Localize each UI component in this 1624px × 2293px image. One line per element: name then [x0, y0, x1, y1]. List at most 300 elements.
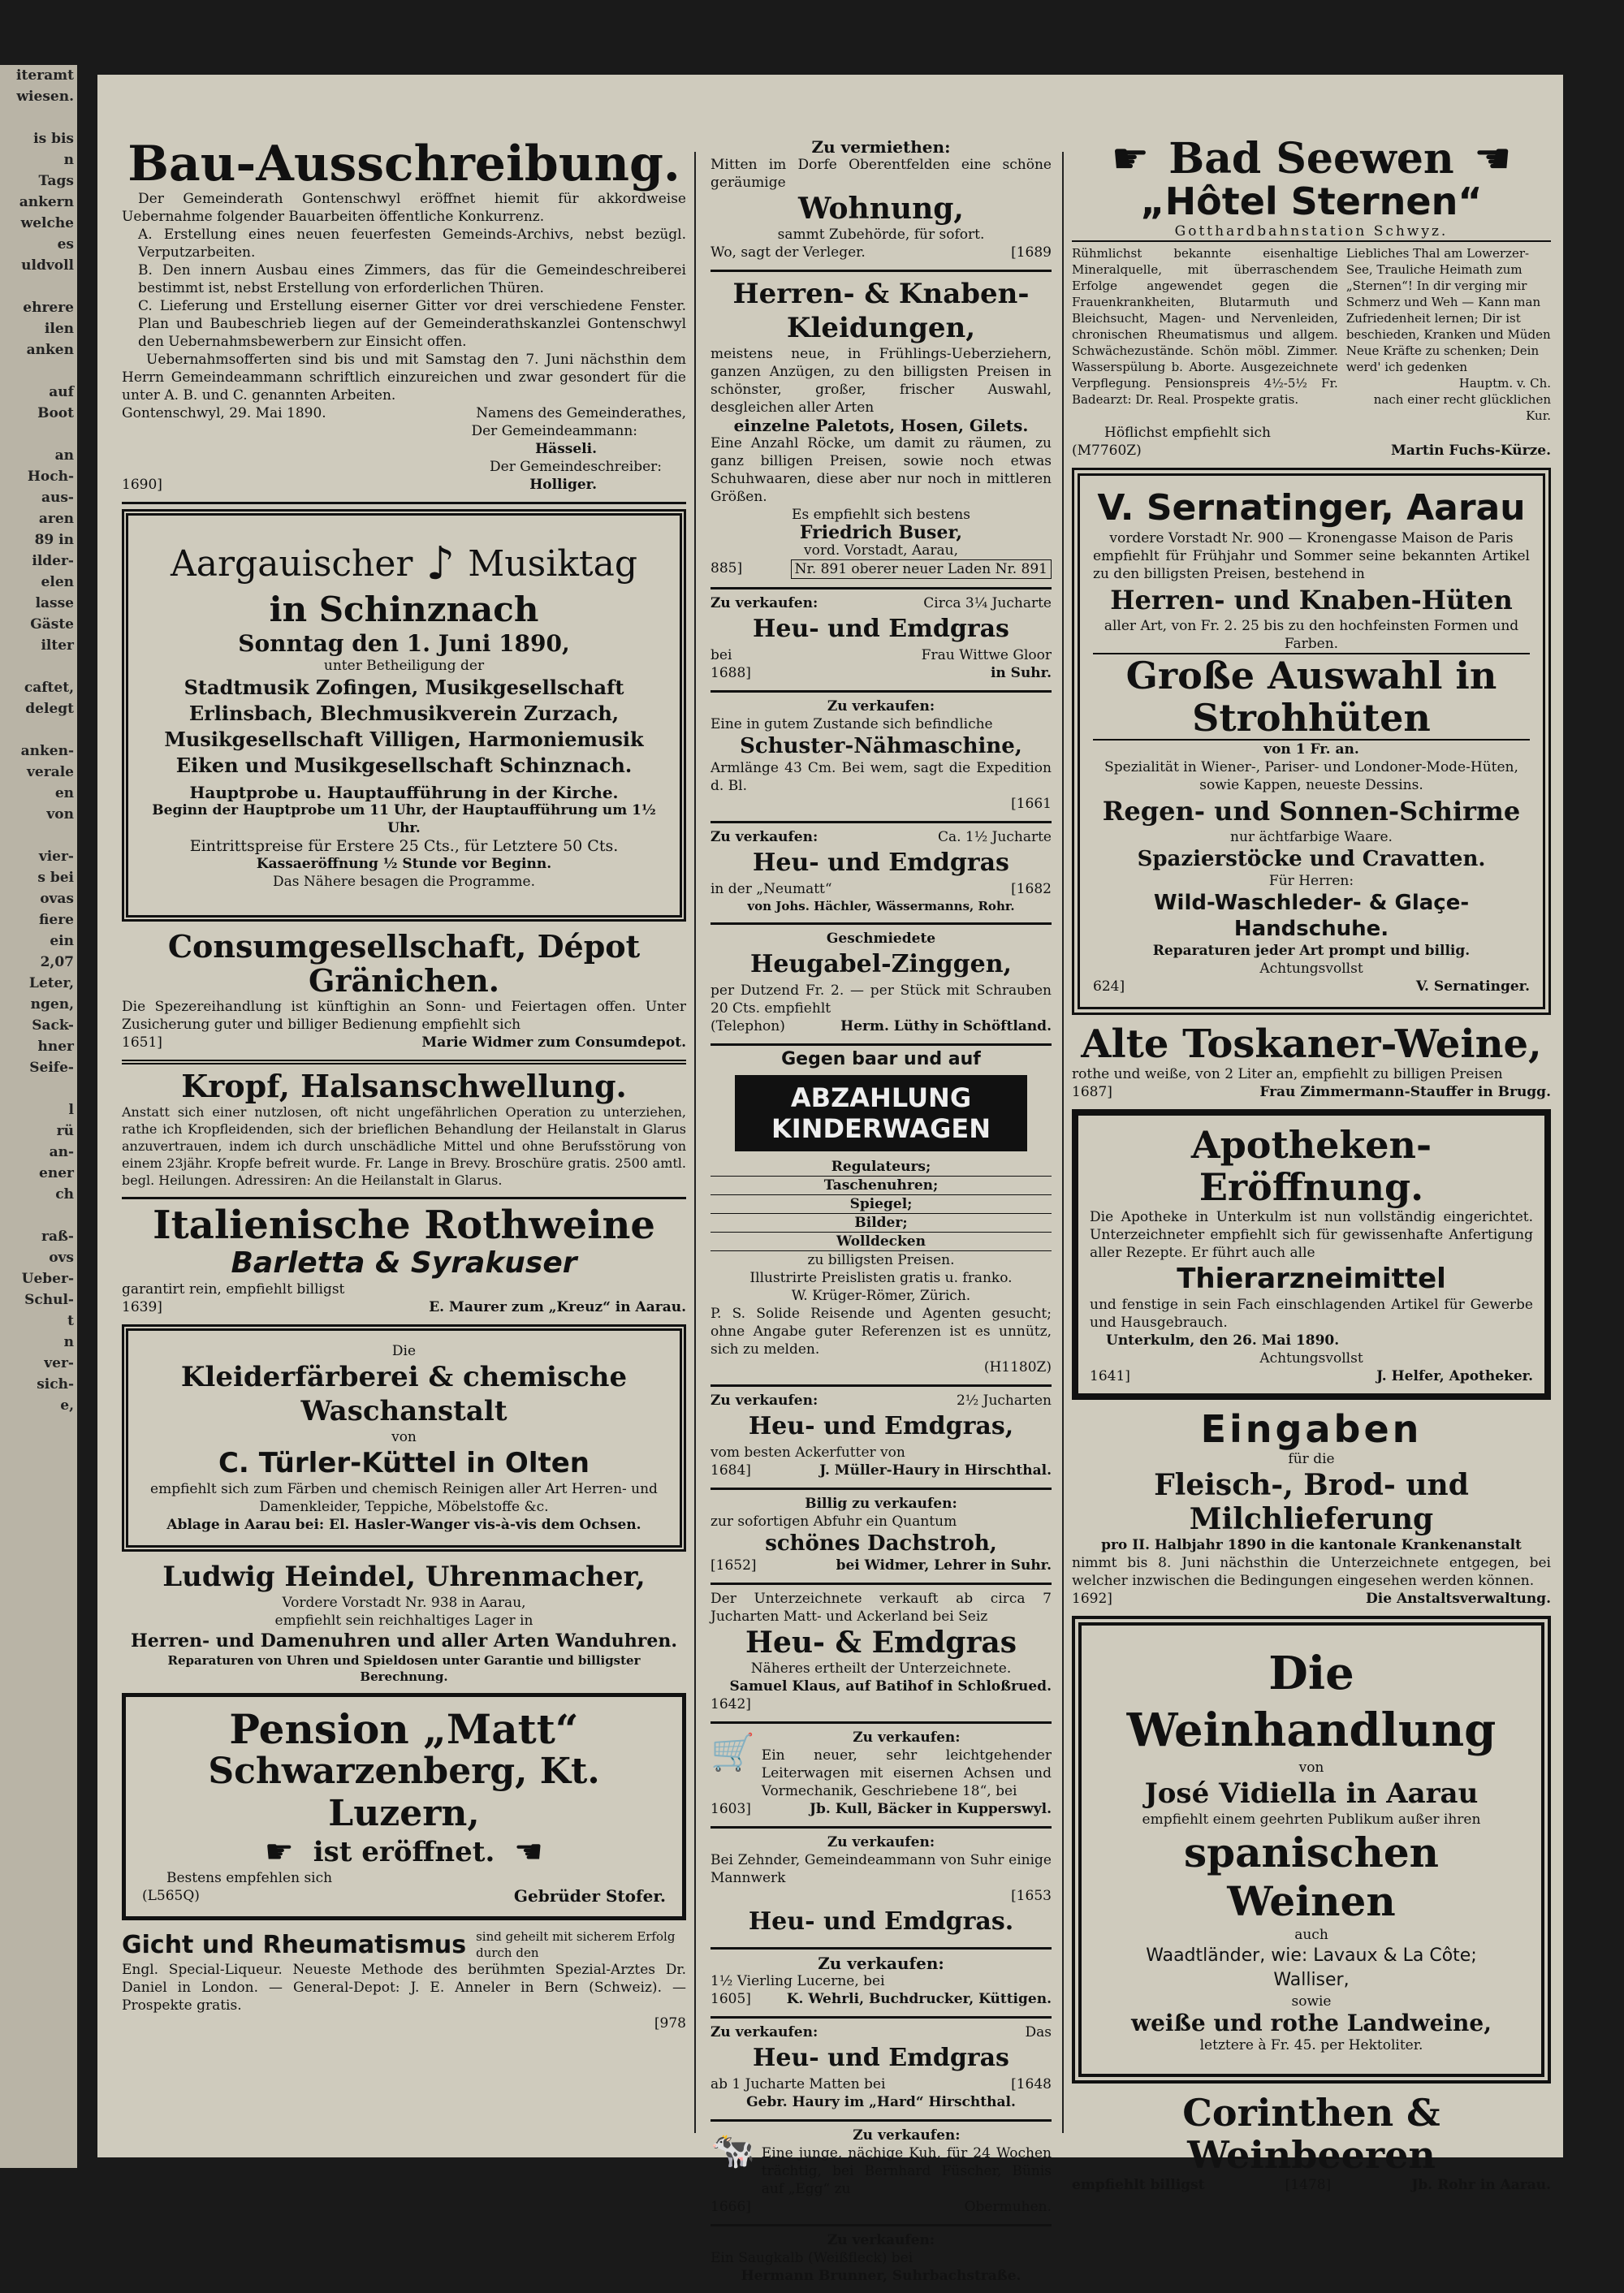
ad-text: Ablage in Aarau bei: El. Hasler-Wanger vis-à-vis dem Ochsen. [166, 1517, 641, 1533]
ad-number: 1605] [710, 1991, 751, 2007]
prev-page-fragment [0, 1205, 77, 1226]
prev-page-fragment: hner [37, 1039, 74, 1055]
prev-page-fragment: s bei [37, 870, 74, 886]
ad-text: Achtungsvollst [1259, 1350, 1363, 1367]
prev-page-fragment: Hoch- [27, 469, 74, 485]
ad-wohnung [710, 138, 1052, 261]
ad-bad-seewen [1072, 134, 1551, 460]
prev-page-fragment: ilter [41, 637, 74, 654]
ad-text: in der „Neumatt“ [710, 881, 832, 897]
ad-number: (H1180Z) [983, 1359, 1052, 1375]
prev-page-fragment: aren [38, 511, 74, 527]
ad-text: empfiehlt sein reichhaltiges Lager in [274, 1613, 533, 1629]
ad-rothweine [122, 1204, 686, 1316]
ad-signature: E. Maurer zum „Kreuz“ in Aarau. [429, 1299, 686, 1315]
ad-text: B. Den innern Ausbau eines Zimmers, das für die Gemeindeschreiberei bestimmt ist, nebst Erstellung von erforderlichen Thüren. [138, 262, 686, 296]
ad-number: [1682 [1011, 881, 1052, 897]
prev-page-fragment: Ueber- [21, 1271, 74, 1287]
previous-page-edge [0, 65, 77, 2168]
ad-text: pro II. Halbjahr 1890 in die kantonale Krankenanstalt [1101, 1537, 1522, 1553]
ad-heading: in Schinznach [269, 589, 539, 629]
ad-title: Eingaben [1200, 1407, 1423, 1451]
ad-number: [1653 [1011, 1888, 1052, 1904]
ad-toskaner [1072, 1023, 1551, 1101]
newspaper-page [97, 75, 1563, 2284]
ad-title: Italienische Rothweine [153, 1203, 655, 1248]
prev-page-fragment: ngen, [30, 996, 74, 1013]
ad-title: Corinthen & Weinbeeren [1182, 2091, 1440, 2177]
ad-heading: Zu vermiethen: [811, 137, 951, 157]
ad-text: zu billigsten Preisen. [807, 1252, 955, 1268]
ad-number: [978 [654, 2015, 686, 2032]
prev-page-fragment: aus- [41, 490, 74, 506]
prev-page-fragment: lasse [35, 595, 74, 611]
ad-text: Ein Saugkalb (Weißfleck) bei [710, 2250, 914, 2266]
ad-number: 1603] [710, 1801, 751, 1817]
ad-text: zur sofortigen Abfuhr ein Quantum [710, 1514, 957, 1530]
prev-page-fragment: ilen [44, 321, 74, 337]
ad-text: Engl. Special-Liqueur. Neueste Methode des berühmten Spezial-Arztes Dr. Daniel in London. — General-Depot: J. E. Anneler in Bern (Schweiz). — Prospekte gratis. [122, 1962, 686, 2014]
ad-text: Illustrirte Preislisten gratis u. franko. [749, 1270, 1013, 1286]
ad-signature: K. Wehrli, Buchdrucker, Küttigen. [786, 1991, 1052, 2007]
ad-title: Kleiderfärberei & chemische Waschanstalt [180, 1361, 628, 1427]
ad-number: 1687] [1072, 1084, 1112, 1100]
prev-page-fragment: raß- [41, 1229, 74, 1245]
ad-number: 624] [1093, 978, 1125, 995]
ad-signature: bei Widmer, Lehrer in Suhr. [836, 1557, 1052, 1574]
ad-corinthen [1072, 2092, 1551, 2194]
prev-page-fragment: fiere [39, 912, 74, 928]
ad-heading: Wild-Waschleder- & Glaçe-Handschuhe. [1153, 891, 1470, 941]
ad-heu-6 [710, 2023, 1052, 2111]
prev-page-fragment: 2,07 [40, 954, 74, 970]
ad-text: einzelne Paletots, Hosen, Gilets. [733, 416, 1029, 435]
prev-page-fragment: en [54, 785, 74, 801]
ad-title: Heu- und Emdgras [753, 615, 1009, 643]
ad-signature: V. Sernatinger. [1415, 978, 1530, 995]
prev-page-fragment: e, [60, 1397, 74, 1414]
ad-kropf [122, 1069, 686, 1189]
ad-heugabel [710, 930, 1052, 1035]
ad-signature: Frau Wittwe Gloor [921, 647, 1052, 663]
list-item: Wolldecken [710, 1233, 1052, 1251]
ad-text: Wo, sagt der Verleger. [710, 244, 866, 261]
ad-text: sammt Zubehörde, für sofort. [777, 227, 985, 243]
ad-text: Höflichst empfiehlt sich [1104, 425, 1271, 441]
ad-heu-2 [710, 828, 1052, 914]
ad-signature: Martin Fuchs-Kürze. [1391, 443, 1551, 459]
ad-text: unter Betheiligung der [323, 658, 485, 674]
ad-text: Circa 3¼ Jucharte [923, 595, 1052, 611]
ad-text: Eine in gutem Zustande sich befindliche [710, 716, 993, 732]
ad-signature: Der Gemeindeammann: [471, 423, 637, 439]
ad-text: bei [710, 647, 732, 663]
ad-text: auch [1294, 1927, 1328, 1943]
ad-title: Aargauischer [170, 543, 413, 585]
ad-title: Pension „Matt“ [229, 1705, 579, 1753]
ad-text: Liebliches Thal am Lowerzer-See, Trauliche Heimath zum „Sternen“! In dir verging mir Schmerz und Weh — Kann man Zufriedenheit lernen; Dir ist beschieden, Kranken und Müden Neue Kräfte zu schenken; Dein werd' ich gedenken [1345, 246, 1551, 374]
ad-number: 1641] [1090, 1368, 1130, 1384]
ad-text: ab 1 Jucharte Matten bei [710, 2076, 886, 2092]
abzahlung-banner [735, 1075, 1027, 1151]
ad-title: Bau-Ausschreibung. [127, 136, 680, 192]
ad-number: 1690] [122, 477, 162, 493]
ad-text: Eintrittspreise für Erstere 25 Cts., für Letztere 50 Cts. [189, 837, 619, 855]
ad-text: sind geheilt mit sicherem Erfolg durch den [476, 1929, 676, 1960]
column-rule [694, 152, 696, 2133]
prev-page-fragment: uldvoll [21, 257, 74, 274]
ad-title: ABZAHLUNG [790, 1082, 972, 1113]
ad-gicht [122, 1928, 686, 2032]
ad-signature: von Johs. Hächler, Wässermanns, Rohr. [747, 899, 1015, 913]
ad-number: 1642] [710, 1696, 751, 1712]
ad-text: garantirt rein, empfiehlt billigst [122, 1281, 345, 1298]
ad-heading: Zu verkaufen: [853, 1729, 961, 1746]
ad-title: Heugabel-Zinggen, [750, 950, 1012, 978]
ad-number: [1648 [1011, 2076, 1052, 2092]
column-1 [122, 138, 686, 2040]
ad-heading: Regen- und Sonnen-Schirme [1102, 796, 1521, 827]
ad-title: Heu- und Emdgras [753, 2044, 1009, 2072]
pointing-hand-right-icon: ☛ [264, 1833, 294, 1871]
ad-text: Für Herren: [1268, 873, 1354, 889]
ad-number: 1688] [710, 665, 751, 681]
ad-heading: Zu verkaufen: [710, 2024, 818, 2040]
ad-text: A. Erstellung eines neuen feuerfesten Gemeinds-Archivs, nebst bezügl. Verputzarbeiten. [138, 227, 686, 261]
ad-title: Heu- und Emdgras, [748, 1412, 1014, 1440]
ad-heading: Zu verkaufen: [827, 698, 935, 715]
ad-leiterwagen [710, 1729, 1052, 1818]
prev-page-fragment: anken [26, 342, 74, 358]
ad-text: Die Apotheke in Unterkulm ist nun vollständig eingerichtet. Unterzeichneter empfiehlt sich für gewissenhafte Anfertigung aller Rezepte. Er führt auch alle [1090, 1209, 1533, 1261]
ad-signature: Die Anstaltsverwaltung. [1366, 1591, 1551, 1607]
prev-page-fragment: Schul- [24, 1292, 74, 1308]
ad-text: empfiehlt für Frühjahr und Sommer seine bekannten Artikel zu den billigsten Preisen, bestehend in [1093, 548, 1530, 582]
ad-signature: J. Müller-Haury in Hirschthal. [819, 1462, 1052, 1479]
prev-page-fragment: ankern [19, 194, 74, 210]
ad-weinhandlung [1072, 1616, 1551, 2084]
ad-heu-3 [710, 1392, 1052, 1479]
ad-text: vord. Vorstadt, Aarau, [804, 542, 958, 559]
prev-page-fragment: wiesen. [16, 89, 74, 105]
ad-number: 1692] [1072, 1591, 1112, 1607]
ad-heading: ist eröffnet. [313, 1836, 495, 1868]
prev-page-fragment: ch [55, 1186, 74, 1203]
ad-eingaben [1072, 1408, 1551, 1608]
ad-title: Musiktag [468, 543, 638, 585]
ad-heading: Gegen baar und auf [781, 1049, 981, 1069]
pointing-hand-right-icon: ☛ [1111, 135, 1150, 184]
ad-text: Nr. 891 oberer neuer Laden Nr. 891 [791, 559, 1052, 579]
ad-number: [1689 [1011, 244, 1052, 261]
ad-heading: weiße und rothe Landweine, [1131, 2010, 1492, 2036]
list-item: Taschenuhren; [710, 1177, 1052, 1195]
ad-text: Reparaturen jeder Art prompt und billig. [1152, 943, 1471, 959]
ad-text: Reparaturen von Uhren und Spieldosen unter Garantie und billigster Berechnung. [167, 1653, 641, 1684]
ad-heindel [122, 1560, 686, 1685]
prev-page-fragment [0, 825, 77, 846]
prev-page-fragment: Gäste [30, 616, 74, 633]
prev-page-fragment: anken- [20, 743, 74, 759]
prev-page-fragment: sich- [37, 1376, 74, 1393]
ad-heading: „Hôtel Sternen“ [1140, 179, 1483, 223]
ad-title: Heu- und Emdgras [753, 849, 1009, 877]
ad-signature: W. Krüger-Römer, Zürich. [791, 1288, 971, 1304]
ad-text: Rühmlichst bekannte eisenhaltige Mineralquelle, mit überraschendem Erfolge angewendet gegen die Frauenkrankheiten, Blutarmuth und Bleichsucht, Magen- und Nervenleiden, chronischen Rheumatismus und allgem. Schwächezustände. Schön möbl. Zimmer. Wasserspülung b. Aborte. Ausgezeichnete Verpflegung. Pensionspreis 4½-5½ Fr. Badearzt: Dr. Real. Prospekte gratis. [1072, 246, 1338, 407]
ad-text: von 1 Fr. an. [1263, 741, 1359, 758]
ad-heading: C. Türler-Küttel in Olten [218, 1447, 590, 1479]
cow-icon: 🐄 [710, 2130, 755, 2171]
ad-text: Anstatt sich einer nutzlosen, oft nicht ungefährlichen Operation zu unterziehen, rathe ich Kropfleidenden, sich der brieflichen Behandlung der Heilanstalt in Glarus anzuvertrauen, indem ich durch unschädliche Mittel und ohne Berufsstörung von einem 23jähr. Kropfe befreit wurde. Fr. Lange in Brevy. Broschüre gratis. 2500 amtl. begl. Heilungen. Adressiren: An die Heilanstalt in Glarus. [122, 1104, 686, 1188]
ad-text: Hauptprobe u. Hauptaufführung in der Kirche. [189, 783, 619, 802]
prev-page-fragment: Tags [38, 173, 74, 189]
ad-signature: Jb. Kull, Bäcker in Kupperswyl. [810, 1801, 1052, 1817]
ad-lucerne [710, 1954, 1052, 2008]
prev-page-fragment: Boot [37, 405, 74, 421]
ad-number: 1639] [122, 1299, 162, 1315]
wagon-icon: 🛒 [710, 1732, 755, 1773]
prev-page-fragment: ver- [44, 1355, 74, 1371]
ad-text: Armlänge 43 Cm. Bei wem, sagt die Expedition d. Bl. [710, 760, 1052, 794]
ad-title: Heu- & Emdgras [745, 1626, 1017, 1660]
ad-text: sowie [1291, 1993, 1332, 2010]
ad-text: Bei Zehnder, Gemeindeammann von Suhr einige Mannwerk [710, 1852, 1052, 1886]
ad-text: Die Spezereihandlung ist künftighin an Sonn- und Feiertagen offen. Unter Zusicherung guter und billiger Bedienung empfiehlt sich [122, 999, 686, 1033]
ad-apotheke [1072, 1109, 1551, 1400]
ad-number: 885] [710, 560, 743, 576]
ad-schuster [710, 697, 1052, 813]
ad-heading: Schwarzenberg, Kt. Luzern, [208, 1751, 600, 1834]
ad-text: Es empfiehlt sich bestens [792, 507, 970, 523]
ad-sernatinger [1072, 468, 1551, 1015]
prev-page-fragment: verale [27, 764, 74, 780]
ad-heading: spanischen Weinen [1184, 1829, 1439, 1925]
ad-number: (M7760Z) [1072, 443, 1142, 459]
ad-signature: Der Gemeindeschreiber: [490, 459, 662, 475]
ad-text: Ein neuer, sehr leichtgehender Leiterwagen mit eisernen Achsen und Vormechanik, Geschriebene 18“, bei [761, 1747, 1052, 1799]
prev-page-fragment: rü [56, 1123, 74, 1139]
ad-text: (Telephon) [710, 1018, 785, 1034]
ad-heading: Große Auswahl in Strohhüten [1093, 653, 1530, 741]
ad-text: Eine junge, nächige Kuh, für 24 Wochen trächtig, bei Bernhard Füscher, Bünis auf „Egg“ zu [761, 2145, 1052, 2197]
prev-page-fragment: is bis [33, 131, 74, 147]
ad-text: P. S. Solide Reisende und Agenten gesucht; ohne Angabe guter Referenzen ist es unnütz, sich zu melden. [710, 1306, 1052, 1358]
ad-text: nur ächtfarbige Waare. [1230, 829, 1393, 845]
prev-page-fragment: caftet, [24, 680, 74, 696]
ad-heu-1 [710, 594, 1052, 682]
prev-page-fragment: an- [49, 1144, 74, 1160]
ad-text: Der Unterzeichnete verkauft ab circa 7 Jucharten Matt- und Ackerland bei Seiz [710, 1591, 1052, 1625]
ad-text: und fenstige in sein Fach einschlagenden Artikel für Gewerbe und Hausgebrauch. [1090, 1297, 1533, 1331]
ad-title: KINDERWAGEN [771, 1113, 991, 1144]
ad-heading: Zu verkaufen: [827, 1834, 935, 1850]
ad-title: Herren- & Knaben-Kleidungen, [732, 278, 1030, 344]
prev-page-fragment: ovs [49, 1250, 74, 1266]
ad-signature: Hermann Brunner, Suhrbachstraße. [741, 2268, 1021, 2284]
ad-text: Herren- und Damenuhren und aller Arten Wanduhren. [131, 1630, 677, 1652]
ad-bau-ausschreibung [122, 138, 686, 494]
ad-title: Ludwig Heindel, Uhrenmacher, [162, 1561, 646, 1593]
column-3 [1072, 134, 1551, 2202]
prev-page-fragment: Seife- [29, 1060, 74, 1076]
ad-signature: Marie Widmer zum Consumdepot. [421, 1034, 686, 1051]
ad-heading: Billig zu verkaufen: [805, 1496, 957, 1512]
ad-title: Schuster-Nähmaschine, [740, 734, 1022, 758]
prev-page-fragment: t [67, 1313, 74, 1329]
prev-page-fragment: n [63, 152, 74, 168]
prev-page-fragment [0, 656, 77, 677]
prev-page-fragment: Leter, [28, 975, 74, 991]
ad-number: (L565Q) [142, 1888, 200, 1904]
ad-title: Heu- und Emdgras. [748, 1907, 1014, 1936]
prev-page-fragment: von [46, 806, 74, 823]
ad-text: Achtungsvollst [1259, 961, 1363, 977]
prev-page-fragment: es [57, 236, 74, 253]
ad-text: Vordere Vorstadt Nr. 938 in Aarau, [282, 1595, 526, 1611]
prev-page-fragment [0, 424, 77, 445]
ad-number: 1666] [710, 2199, 751, 2215]
ad-number: 1651] [122, 1034, 162, 1051]
prev-page-fragment [0, 361, 77, 382]
prev-page-fragment: ener [39, 1165, 74, 1181]
ad-heading: Zu verkaufen: [710, 829, 818, 845]
ad-text: Das Nähere besagen die Programme. [272, 874, 536, 890]
ad-text: Obermuhen. [964, 2199, 1052, 2215]
prev-page-fragment: welche [20, 215, 74, 231]
ad-text: Waadtländer, wie: Lavaux & La Côte; Walliser, [1146, 1945, 1477, 1990]
ad-signature: Frau Zimmermann-Stauffer in Brugg. [1259, 1084, 1551, 1100]
abz-item-list [710, 1158, 1052, 1251]
ad-kalb [710, 2231, 1052, 2285]
ad-herren-kleidungen [710, 277, 1052, 579]
ad-signature: Gebr. Haury im „Hard“ Hirschthal. [746, 2094, 1016, 2110]
ad-signature: Hauptm. v. Ch. [1458, 376, 1551, 391]
ad-signature: Jb. Rohr in Aarau. [1411, 2177, 1551, 2193]
ad-text: empfiehlt einem geehrten Publikum außer ihren [1142, 1812, 1481, 1828]
ad-date: Sonntag den 1. Juni 1890, [238, 630, 570, 657]
ad-text: in Suhr. [990, 665, 1052, 681]
ad-pension-matt [122, 1693, 686, 1920]
ad-title: Apotheken-Eröffnung. [1190, 1123, 1432, 1209]
ad-dachstroh [710, 1495, 1052, 1574]
prev-page-fragment [0, 1078, 77, 1099]
prev-page-fragment: n [63, 1334, 74, 1350]
ad-heading: Zu verkaufen: [827, 2232, 935, 2248]
prev-page-fragment: iteramt [16, 67, 74, 84]
ad-signature: Namens des Gemeinderathes, [476, 405, 686, 421]
ad-text: von [391, 1429, 417, 1445]
prev-page-fragment: ilder- [32, 553, 74, 569]
ad-text: Eine Anzahl Röcke, um damit zu räumen, zu ganz billigen Preisen, sowie noch etwas Schuhwaaren, diese aber nur noch in mittleren Größen. [710, 435, 1052, 505]
ad-heu-5 [710, 1833, 1052, 1939]
ad-number: [1661 [1011, 796, 1052, 812]
ad-title: Gicht und Rheumatismus [122, 1930, 467, 1959]
prev-page-fragment: 89 in [34, 532, 74, 548]
ad-heading: Spazierstöcke und Cravatten. [1137, 847, 1486, 871]
ad-signature: J. Helfer, Apotheker. [1376, 1368, 1533, 1384]
ad-text: Uebernahmsofferten sind bis und mit Samstag den 7. Juni nächsthin dem Herrn Gemeindeammann schriftlich einzureichen und zwar gesondert für die unter A. B. und C. genannten Arbeiten. [122, 352, 686, 404]
ad-signature: Herm. Lüthy in Schöftland. [840, 1018, 1052, 1034]
ad-number: [1478] [1285, 2177, 1332, 2193]
column-2 [710, 138, 1052, 2293]
prev-page-fragment: delegt [25, 701, 74, 717]
ad-abzahlung [710, 1051, 1052, 1376]
ad-heading: Geschmiedete [826, 931, 936, 947]
ad-title: V. Sernatinger, Aarau [1097, 487, 1526, 529]
ad-text: 2½ Jucharten [956, 1393, 1052, 1409]
ad-heading: Zu verkaufen: [710, 595, 818, 611]
ad-heading: Barletta & Syrakuser [231, 1246, 577, 1280]
ad-text: per Dutzend Fr. 2. — per Stück mit Schrauben 20 Cts. empfiehlt [710, 982, 1052, 1017]
list-item: Bilder; [710, 1214, 1052, 1233]
prev-page-fragment: ein [50, 933, 74, 949]
ad-title: Die Weinhandlung [1126, 1647, 1497, 1757]
prev-page-fragment: ehrere [23, 300, 74, 316]
ad-signature: Samuel Klaus, auf Batihof in Schloßrued. [729, 1678, 1052, 1695]
ad-musiktag [122, 509, 686, 922]
pointing-hand-left-icon: ☛ [1473, 135, 1512, 184]
ad-text: empfiehlt sich zum Färben und chemisch Reinigen aller Art Herren- und Damenkleider, Teppiche, Möbelstoffe &c. [150, 1481, 658, 1515]
ad-text: aller Art, von Fr. 2. 25 bis zu den hochfeinsten Formen und Farben. [1104, 618, 1519, 652]
ad-title: Kropf, Halsanschwellung. [181, 1068, 627, 1104]
ad-title: schönes Dachstroh, [765, 1531, 997, 1556]
ad-number: 1684] [710, 1462, 751, 1479]
ad-date: Unterkulm, den 26. Mai 1890. [1106, 1332, 1340, 1349]
prev-page-fragment: ovas [40, 891, 74, 907]
ad-heu-4 [710, 1590, 1052, 1713]
ad-text: für die [1288, 1451, 1335, 1467]
ad-text: empfiehlt billigst [1072, 2177, 1205, 2193]
ad-faerberei [122, 1324, 686, 1552]
ad-signature: Holliger. [529, 477, 597, 493]
ad-text: von [1298, 1760, 1324, 1776]
ad-text: Beginn der Hauptprobe um 11 Uhr, der Hauptaufführung um 1½ Uhr. [152, 802, 656, 836]
prev-page-fragment: auf [49, 384, 74, 400]
list-item: Regulateurs; [710, 1158, 1052, 1177]
lyre-emblem-icon: ♪ [425, 538, 456, 590]
ad-heading: Zu verkaufen: [818, 1954, 944, 1973]
prev-page-fragment: Sack- [32, 1017, 74, 1034]
ad-heading: Zu verkaufen: [853, 2127, 961, 2144]
ad-heading: Zu verkaufen: [710, 1393, 818, 1409]
ad-title: Bad Seewen [1168, 134, 1454, 184]
prev-page-fragment: vier- [38, 849, 74, 865]
ad-text: vordere Vorstadt Nr. 900 — Kronengasse Maison de Paris [1109, 530, 1514, 546]
ad-heading: Herren- und Knaben-Hüten [1110, 585, 1513, 615]
list-item: Spiegel; [710, 1195, 1052, 1214]
ad-heading: Thierarzneimittel [1177, 1263, 1446, 1295]
ad-consum [122, 930, 686, 1051]
prev-page-fragment [0, 107, 77, 128]
ad-text: nach einer recht glücklichen Kur. [1373, 392, 1551, 423]
column-rule [1062, 152, 1064, 2133]
ad-text: Das [1025, 2024, 1052, 2040]
ad-text: Ca. 1½ Jucharte [937, 829, 1052, 845]
ad-date: Gontenschwyl, 29. Mai 1890. [122, 405, 326, 421]
ad-text: Der Gemeinderath Gontenschwyl eröffnet hiemit für akkordweise Uebernahme folgender Bauarbeiten öffentliche Konkurrenz. [122, 191, 686, 225]
ad-text: Näheres ertheilt der Unterzeichnete. [750, 1660, 1012, 1677]
ad-text: nimmt bis 8. Juni nächsthin die Unterzeichnete entgegen, bei welcher inzwischen die Bedingungen eingesehen werden können. [1072, 1555, 1551, 1589]
ad-title: Alte Toskaner-Weine, [1081, 1021, 1542, 1067]
prev-page-fragment: elen [41, 574, 74, 590]
ad-text: Spezialität in Wiener-, Pariser- und Londoner-Mode-Hüten, sowie Kappen, neueste Dessins. [1104, 759, 1518, 793]
ad-text: C. Lieferung und Erstellung eiserner Gitter vor drei verschiedene Fenster. Plan und Baubeschrieb liegen auf der Gemeinderathskanzlei Gontenschwyl den Uebernahmsbewerbern zur Einsicht offen. [138, 298, 686, 350]
ad-text: Stadtmusik Zofingen, Musikgesellschaft Erlinsbach, Blechmusikverein Zurzach, Musikgesellschaft Villigen, Harmoniemusik Eiken und Musikgesellschaft Schinznach. [164, 676, 644, 777]
ad-signature: Friedrich Buser, [799, 522, 963, 543]
ad-title: Wohnung, [798, 192, 964, 226]
ad-text: Mitten im Dorfe Oberentfelden eine schöne geräumige [710, 157, 1052, 191]
ad-heading: José Vidiella in Aarau [1144, 1777, 1479, 1810]
